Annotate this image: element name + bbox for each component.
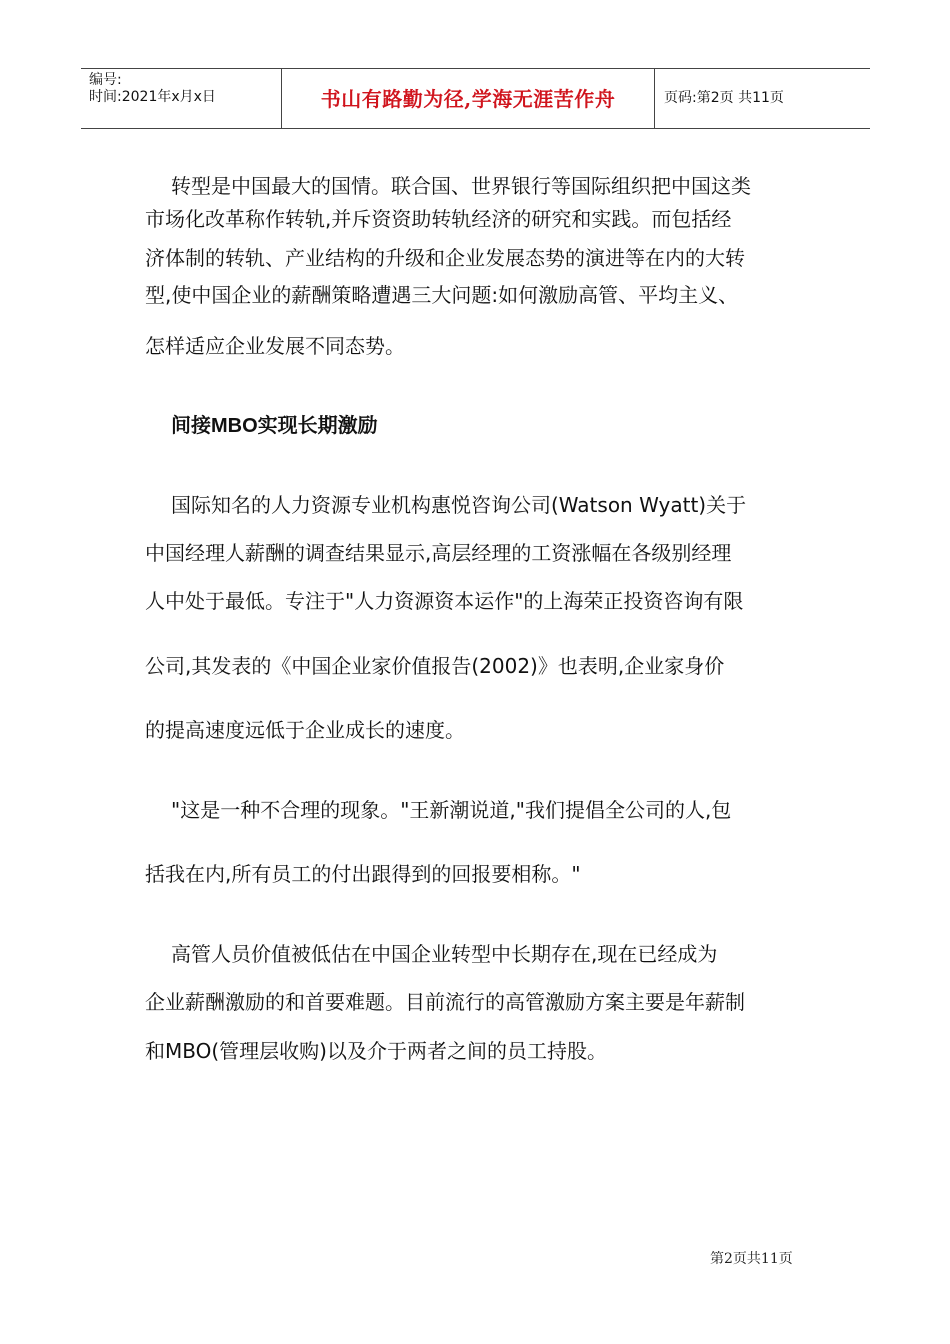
paragraph-line: 市场化改革称作转轨,并斥资资助转轨经济的研究和实践。而包括经 — [145, 207, 732, 231]
paragraph-line: 公司,其发表的《中国企业家价值报告(2002)》也表明,企业家身价 — [145, 654, 725, 678]
paragraph-line: 济体制的转轨、产业结构的升级和企业发展态势的演进等在内的大转 — [145, 246, 745, 270]
page-footer-number: 第2页共11页 — [710, 1251, 793, 1267]
paragraph-line: 高管人员价值被低估在中国企业转型中长期存在,现在已经成为 — [171, 942, 718, 966]
section-heading-text: 间接MBO实现长期激励 — [171, 415, 378, 437]
paragraph-line: 中国经理人薪酬的调查结果显示,高层经理的工资涨幅在各级别经理 — [145, 541, 732, 565]
header-motto: 书山有路勤为径,学海无涯苦作舟 — [320, 87, 616, 111]
paragraph-line: 型,使中国企业的薪酬策略遭遇三大问题:如何激励高管、平均主义、 — [145, 283, 739, 307]
document-time-label: 时间:2021年x月x日 — [89, 89, 216, 105]
header-page-info: 页码:第2页 共11页 — [664, 90, 784, 106]
paragraph-line: 的提高速度远低于企业成长的速度。 — [145, 718, 465, 742]
paragraph-line: 企业薪酬激励的和首要难题。目前流行的高管激励方案主要是年薪制 — [145, 990, 745, 1014]
document-number-label: 编号: — [89, 72, 122, 88]
header-meta-cell — [81, 69, 282, 128]
document-header — [81, 68, 870, 129]
paragraph-line: 国际知名的人力资源专业机构惠悦咨询公司(Watson Wyatt)关于 — [171, 493, 747, 517]
paragraph-line: "这是一种不合理的现象。"王新潮说道,"我们提倡全公司的人,包 — [171, 798, 732, 822]
paragraph-line: 转型是中国最大的国情。联合国、世界银行等国际组织把中国这类 — [171, 174, 751, 198]
paragraph-line: 人中处于最低。专注于"人力资源资本运作"的上海荣正投资咨询有限 — [145, 589, 744, 613]
paragraph-line: 和MBO(管理层收购)以及介于两者之间的员工持股。 — [145, 1039, 607, 1063]
header-motto-cell — [282, 69, 655, 128]
header-page-cell — [655, 69, 870, 128]
paragraph-line: 括我在内,所有员工的付出跟得到的回报要相称。" — [145, 862, 581, 886]
paragraph-line: 怎样适应企业发展不同态势。 — [145, 334, 405, 358]
